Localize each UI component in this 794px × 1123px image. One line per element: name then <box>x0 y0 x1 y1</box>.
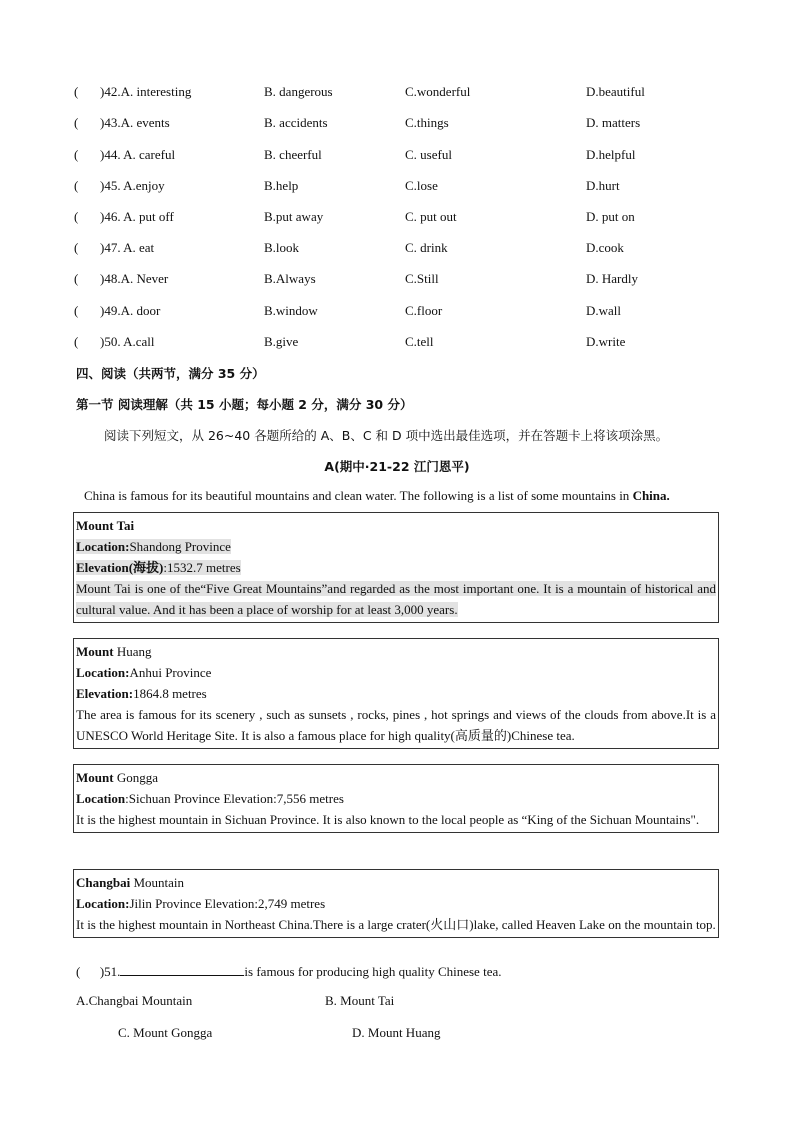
option-a: )47. A. eat <box>100 240 155 255</box>
passage-title: A(期中·21-22 江门恩平) <box>324 459 470 474</box>
option-d: D. matters <box>586 115 641 130</box>
question-row <box>74 176 734 196</box>
mountain-description: Mount Tai is one of the“Five Great Mountains”and regarded as the most important one. It is a mountain of historical and cultural value. And it has been a place of worship for at least 3,000 years. <box>76 581 716 617</box>
option-d: D.cook <box>586 240 624 255</box>
answer-paren[interactable]: ( <box>74 334 79 349</box>
section-heading: 四、阅读（共两节，满分 35 分） <box>76 366 265 381</box>
mountain-card-changbai <box>73 869 719 938</box>
question-row <box>74 301 734 321</box>
mountain-location: Location:Shandong Province <box>76 539 231 554</box>
option-c: C.things <box>405 115 449 130</box>
option-c: C.lose <box>405 178 438 193</box>
option-d: D.wall <box>586 303 622 318</box>
question-text: is famous for producing high quality Chinese tea. <box>244 964 502 979</box>
answer-paren[interactable]: ( <box>74 271 79 286</box>
mountain-location: Location:Anhui Province <box>76 665 212 680</box>
option-b: B.help <box>264 178 299 193</box>
mountain-name: Mount Tai <box>76 518 135 533</box>
option-c: C.wonderful <box>405 84 471 99</box>
option-a: )44. A. careful <box>100 147 176 162</box>
option-c: C.floor <box>405 303 443 318</box>
option-b: B.put away <box>264 209 324 224</box>
answer-blank[interactable] <box>120 962 244 976</box>
option-b: B.give <box>264 334 299 349</box>
question-51 <box>76 962 501 980</box>
mountain-description: It is the highest mountain in Northeast China.There is a large crater(火山口)lake, called Heaven Lake on the mountain top. <box>76 917 716 932</box>
option-d: D.hurt <box>586 178 620 193</box>
option-c: C.Still <box>405 271 439 286</box>
option-a[interactable]: A.Changbai Mountain <box>76 993 193 1008</box>
question-row <box>74 113 734 133</box>
mountain-description: The area is famous for its scenery , such as sunsets , rocks, pines , hot springs and views of the clouds from above.It is a UNESCO World Heritage Site. It is also a famous place for high quality(高质量的)Chinese tea. <box>76 707 716 743</box>
option-b[interactable]: B. Mount Tai <box>325 993 395 1008</box>
question-row <box>74 82 734 102</box>
option-d[interactable]: D. Mount Huang <box>352 1025 441 1040</box>
option-a: )45. A.enjoy <box>100 178 165 193</box>
answer-paren[interactable]: ( <box>74 84 79 99</box>
option-a: )50. A.call <box>100 334 155 349</box>
question-row <box>74 207 734 227</box>
option-b: B.window <box>264 303 318 318</box>
question-row <box>74 269 734 289</box>
option-b: B. cheerful <box>264 147 322 162</box>
passage-intro <box>84 488 670 504</box>
answer-paren[interactable]: ( <box>74 209 79 224</box>
mountain-description: It is the highest mountain in Sichuan Province. It is also known to the local people as “King of the Sichuan Mountains". <box>76 812 700 827</box>
option-c: C.tell <box>405 334 434 349</box>
mountain-card-huang <box>73 638 719 749</box>
option-b: B. accidents <box>264 115 328 130</box>
answer-paren[interactable]: ( <box>74 178 79 193</box>
option-d: D. put on <box>586 209 635 224</box>
option-b: B.look <box>264 240 300 255</box>
mountain-name: Mount Gongga <box>76 770 158 785</box>
option-a: )43.A. events <box>100 115 170 130</box>
option-d: D.write <box>586 334 626 349</box>
answer-paren[interactable]: ( <box>74 240 79 255</box>
option-a: )49.A. door <box>100 303 161 318</box>
option-b: B.Always <box>264 271 316 286</box>
answer-paren[interactable]: ( <box>74 147 79 162</box>
option-a: )48.A. Never <box>100 271 169 286</box>
mountain-elevation: Elevation(海拔):1532.7 metres <box>76 560 241 575</box>
question-number: ( )51. <box>76 964 121 979</box>
option-d: D.beautiful <box>586 84 645 99</box>
intro-bold: China. <box>632 488 670 503</box>
question-row <box>74 332 734 352</box>
option-d: D.helpful <box>586 147 636 162</box>
option-c: C. drink <box>405 240 448 255</box>
mountain-card-tai <box>73 512 719 623</box>
question-row <box>74 145 734 165</box>
option-a: )46. A. put off <box>100 209 174 224</box>
option-c: C. useful <box>405 147 452 162</box>
answer-paren[interactable]: ( <box>74 303 79 318</box>
intro-text: China is famous for its beautiful mountains and clean water. The following is a list of some mountains in <box>84 488 633 503</box>
mountain-elevation: Elevation:1864.8 metres <box>76 686 207 701</box>
option-c: C. put out <box>405 209 457 224</box>
instruction-text: 阅读下列短文，从 26~40 各题所给的 A、B、C 和 D 项中选出最佳选项，并在答题卡上将该项涂黑。 <box>104 428 669 443</box>
subsection-heading: 第一节 阅读理解（共 15 小题；每小题 2 分，满分 30 分） <box>76 397 413 412</box>
mountain-name: Mount Huang <box>76 644 152 659</box>
option-a: )42.A. interesting <box>100 84 192 99</box>
option-b: B. dangerous <box>264 84 333 99</box>
option-c[interactable]: C. Mount Gongga <box>118 1025 213 1040</box>
mountain-card-gongga <box>73 764 719 833</box>
question-row <box>74 238 734 258</box>
answer-paren[interactable]: ( <box>74 115 79 130</box>
option-d: D. Hardly <box>586 271 638 286</box>
mountain-location: Location:Sichuan Province Elevation:7,556 metres <box>76 791 344 806</box>
mountain-name: Changbai Mountain <box>76 875 185 890</box>
mountain-location: Location:Jilin Province Elevation:2,749 metres <box>76 896 326 911</box>
